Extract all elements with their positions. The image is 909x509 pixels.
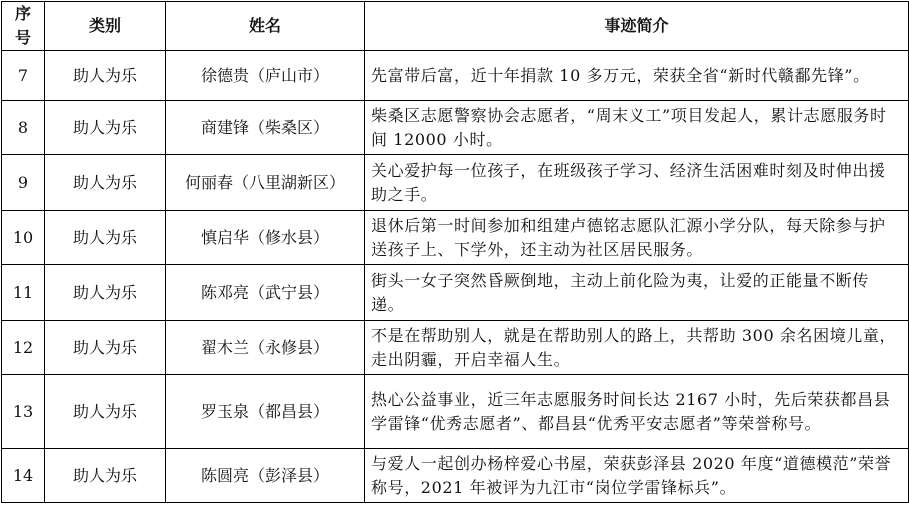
table-row [2, 155, 909, 211]
table-row [2, 211, 909, 265]
row-category: 助人为乐 [45, 51, 166, 101]
table-row [2, 449, 909, 503]
row-deeds: 热心公益事业，近三年志愿服务时间长达 2167 小时，先后荣获都昌县学雷锋“优秀志愿者”、都昌县“优秀平安志愿者”等荣誉称号。 [365, 375, 909, 449]
row-deeds: 退休后第一时间参加和组建卢德铭志愿队汇源小学分队，每天除参与护送孩子上、下学外，还主动为社区居民服务。 [365, 211, 909, 265]
row-name: 翟木兰（永修县） [166, 321, 365, 375]
row-deeds: 街头一女子突然昏厥倒地，主动上前化险为夷，让爱的正能量不断传递。 [365, 265, 909, 321]
row-index: 11 [2, 265, 45, 321]
row-index: 13 [2, 375, 45, 449]
row-category: 助人为乐 [45, 101, 166, 155]
row-name: 何丽春（八里湖新区） [166, 155, 365, 211]
header-name: 姓名 [166, 2, 365, 51]
row-category: 助人为乐 [45, 375, 166, 449]
honor-roll-table [1, 1, 909, 503]
row-deeds: 关心爱护每一位孩子，在班级孩子学习、经济生活困难时刻及时伸出援助之手。 [365, 155, 909, 211]
table-row [2, 321, 909, 375]
row-index: 14 [2, 449, 45, 503]
row-name: 罗玉泉（都昌县） [166, 375, 365, 449]
row-deeds: 与爱人一起创办杨梓爱心书屋，荣获彭泽县 2020 年度“道德模范”荣誉称号，2021 年被评为九江市“岗位学雷锋标兵”。 [365, 449, 909, 503]
row-name: 慎启华（修水县） [166, 211, 365, 265]
row-name: 商建锋（柴桑区） [166, 101, 365, 155]
row-name: 陈圆亮（彭泽县） [166, 449, 365, 503]
row-index: 8 [2, 101, 45, 155]
row-name: 徐德贵（庐山市） [166, 51, 365, 101]
row-deeds: 先富带后富，近十年捐款 10 多万元，荣获全省“新时代赣鄱先锋”。 [365, 51, 909, 101]
table-body [2, 51, 909, 503]
row-index: 9 [2, 155, 45, 211]
table-row [2, 101, 909, 155]
row-deeds: 柴桑区志愿警察协会志愿者，“周末义工”项目发起人，累计志愿服务时间 12000 小时。 [365, 101, 909, 155]
row-name: 陈邓亮（武宁县） [166, 265, 365, 321]
table-row [2, 51, 909, 101]
row-index: 7 [2, 51, 45, 101]
header-deeds: 事迹简介 [365, 2, 909, 51]
row-category: 助人为乐 [45, 449, 166, 503]
row-category: 助人为乐 [45, 155, 166, 211]
header-row [2, 2, 909, 51]
row-index: 12 [2, 321, 45, 375]
table-row [2, 265, 909, 321]
row-category: 助人为乐 [45, 211, 166, 265]
header-category: 类别 [45, 2, 166, 51]
table-header [2, 2, 909, 51]
row-category: 助人为乐 [45, 321, 166, 375]
header-index: 序号 [2, 2, 45, 51]
row-category: 助人为乐 [45, 265, 166, 321]
row-index: 10 [2, 211, 45, 265]
row-deeds: 不是在帮助别人，就是在帮助别人的路上，共帮助 300 余名困境儿童，走出阴霾，开启幸福人生。 [365, 321, 909, 375]
table-row [2, 375, 909, 449]
